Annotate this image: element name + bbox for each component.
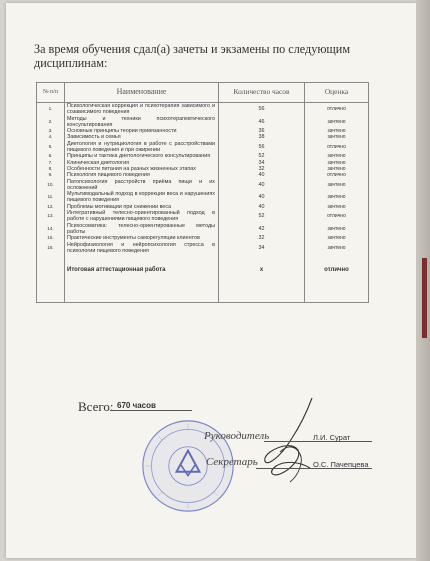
header-number: № п/п	[37, 83, 65, 103]
total-value: 670 часов	[117, 401, 156, 410]
secretary-name: О.С. Пачепцева	[313, 460, 369, 469]
row-number	[37, 254, 65, 280]
total-underline	[110, 410, 192, 411]
final-grade: отлично	[305, 254, 369, 280]
table-row	[37, 242, 369, 255]
final-name: Итоговая аттестационная работа	[65, 254, 219, 280]
row-grade: отлично	[305, 210, 369, 223]
empty-cell	[65, 280, 219, 302]
row-hours: 36	[219, 128, 305, 134]
table-row	[37, 103, 369, 116]
row-hours: 56	[219, 141, 305, 154]
empty-cell	[37, 280, 65, 302]
row-name: Психология пищевого поведения	[65, 172, 219, 178]
row-name: Патопсихология расстройств приёма пищи и их осложнений	[65, 179, 219, 192]
row-hours: 32	[219, 166, 305, 172]
row-number: 14.	[37, 223, 65, 236]
total-label: Всего:	[78, 399, 114, 414]
header-grade: Оценка	[305, 83, 369, 103]
row-grade: зачтено	[305, 134, 369, 140]
row-number: 3.	[37, 128, 65, 134]
row-grade: зачтено	[305, 191, 369, 204]
row-number: 10.	[37, 179, 65, 192]
table-body	[37, 103, 369, 303]
row-number: 8.	[37, 166, 65, 172]
row-hours: 40	[219, 172, 305, 178]
row-number: 4.	[37, 134, 65, 140]
row-number: 15.	[37, 235, 65, 241]
row-number: 1.	[37, 103, 65, 116]
table-row	[37, 116, 369, 129]
row-grade: зачтено	[305, 179, 369, 192]
row-grade: отлично	[305, 141, 369, 154]
empty-cell	[219, 280, 305, 302]
head-role-label: Руководитель	[204, 430, 270, 442]
row-name: Интегративный телесно-ориентированный подход в работе с нарушениями пищевого поведения	[65, 210, 219, 223]
final-attestation-row	[37, 254, 369, 280]
row-name: Психологическая коррекция и психотерапия зависимого и созависимого поведения	[65, 103, 219, 116]
row-grade: зачтено	[305, 153, 369, 159]
binding-ribbon	[422, 258, 427, 338]
row-name: Основные принципы теории привязанности	[65, 128, 219, 134]
row-name: Мультимодальный подход в коррекции веса и нарушениях пищевого поведения	[65, 191, 219, 204]
row-grade: отлично	[305, 103, 369, 116]
row-name: Зависимость и семья	[65, 134, 219, 140]
row-hours: 40	[219, 179, 305, 192]
row-hours: 46	[219, 116, 305, 129]
row-grade: зачтено	[305, 235, 369, 241]
table-bottom-row	[37, 280, 369, 302]
row-name: Проблемы мотивации при снижении веса	[65, 204, 219, 210]
row-hours: 34	[219, 160, 305, 166]
row-hours: 52	[219, 210, 305, 223]
row-hours: 56	[219, 103, 305, 116]
row-hours: 52	[219, 153, 305, 159]
row-name: Диетология и нутрициология в работе с расстройствами пищевого поведения и при ожирении	[65, 141, 219, 154]
page-heading: За время обучения сдал(а) зачеты и экзамены по следующим дисциплинам:	[34, 42, 351, 70]
row-number: 6.	[37, 153, 65, 159]
row-number: 9.	[37, 172, 65, 178]
row-name: Особенности питания на разных жизненных этапах	[65, 166, 219, 172]
secretary-role-label: Секретарь	[206, 456, 258, 468]
table-header-row	[37, 83, 369, 103]
row-grade: зачтено	[305, 223, 369, 236]
row-name: Практические инструменты саморегуляции клиентов	[65, 235, 219, 241]
row-number: 11.	[37, 191, 65, 204]
empty-cell	[305, 280, 369, 302]
row-number: 13.	[37, 210, 65, 223]
header-hours: Количество часов	[219, 83, 305, 103]
row-name: Принципы и тактика диетологического консультирования	[65, 153, 219, 159]
row-grade: зачтено	[305, 204, 369, 210]
table-row	[37, 210, 369, 223]
table-row	[37, 223, 369, 236]
row-grade: зачтено	[305, 166, 369, 172]
final-hours: х	[219, 254, 305, 280]
row-grade: отлично	[305, 172, 369, 178]
row-hours: 40	[219, 191, 305, 204]
row-number: 12.	[37, 204, 65, 210]
row-name: Психосоматика: телесно-ориентированные методы работы	[65, 223, 219, 236]
row-hours: 34	[219, 242, 305, 255]
row-hours: 40	[219, 204, 305, 210]
row-number: 5.	[37, 141, 65, 154]
row-grade: зачтено	[305, 116, 369, 129]
handwritten-signature	[240, 392, 340, 492]
disciplines-table	[36, 82, 369, 303]
row-hours: 38	[219, 134, 305, 140]
row-name: Нейрофизиология и нейропсихология стресса в психологии пищевого поведения	[65, 242, 219, 255]
row-name: Методы и техники психотерапевтического консультирования	[65, 116, 219, 129]
row-grade: зачтено	[305, 242, 369, 255]
row-number: 2.	[37, 116, 65, 129]
row-number: 7.	[37, 160, 65, 166]
header-name: Наименование	[65, 83, 219, 103]
row-hours: 42	[219, 223, 305, 236]
row-grade: зачтено	[305, 128, 369, 134]
table-row	[37, 141, 369, 154]
row-hours: 32	[219, 235, 305, 241]
table-row	[37, 191, 369, 204]
head-name: Л.И. Сурат	[313, 433, 351, 442]
row-grade: зачтено	[305, 160, 369, 166]
table-row	[37, 179, 369, 192]
row-name: Клиническая диетология	[65, 160, 219, 166]
row-number: 16.	[37, 242, 65, 255]
